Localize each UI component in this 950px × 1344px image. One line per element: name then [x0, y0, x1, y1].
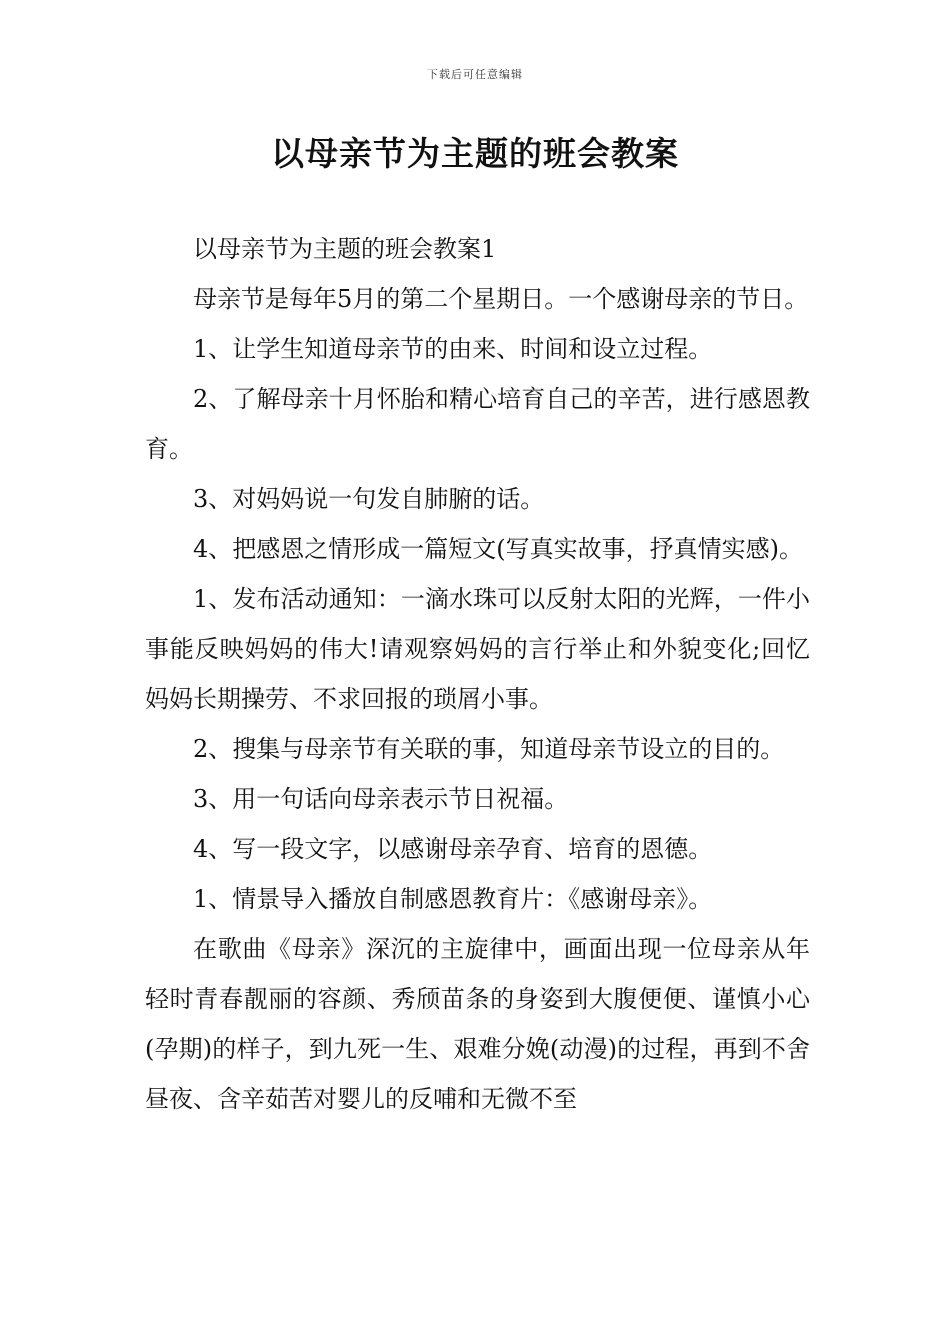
- paragraph-goal-1: 1、让学生知道母亲节的由来、时间和设立过程。: [193, 335, 713, 363]
- paragraph-process-1: 1、情景导入播放自制感恩教育片：《感谢母亲》。: [193, 885, 713, 913]
- document-body: [145, 224, 810, 1124]
- paragraph-prep-4: 4、写一段文字，以感谢母亲孕育、培育的恩德。: [193, 835, 713, 863]
- document-title: 以母亲节为主题的班会教案: [271, 134, 679, 173]
- paragraph-goal-2: 2、了解母亲十月怀胎和精心培育自己的辛苦，进行感恩教育。: [145, 385, 810, 463]
- paragraph-prep-2: 2、搜集与母亲节有关联的事，知道母亲节设立的目的。: [193, 735, 785, 763]
- header-note: 下载后可任意编辑: [427, 68, 523, 81]
- paragraph-goal-4: 4、把感恩之情形成一篇短文(写真实故事，抒真情实感)。: [193, 535, 803, 563]
- paragraph-goal-3: 3、对妈妈说一句发自肺腑的话。: [193, 485, 545, 513]
- paragraph-video-description: 在歌曲《母亲》深沉的主旋律中，画面出现一位母亲从年轻时青春靓丽的容颜、秀颀苗条的身姿到大腹便便、谨慎小心(孕期)的样子，到九死一生、艰难分娩(动漫)的过程，再到不舍昼夜、含辛茹苦对婴儿的反哺和无微不至: [145, 935, 810, 1113]
- paragraph-intro: 母亲节是每年5月的第二个星期日。一个感谢母亲的节日。: [193, 285, 809, 313]
- paragraph-prep-1: 1、发布活动通知：一滴水珠可以反射太阳的光辉，一件小事能反映妈妈的伟大!请观察妈妈的言行举止和外貌变化;回忆妈妈长期操劳、不求回报的琐屑小事。: [145, 585, 810, 713]
- paragraph-prep-3: 3、用一句话向母亲表示节日祝福。: [193, 785, 569, 813]
- paragraph-subtitle: 以母亲节为主题的班会教案1: [193, 235, 497, 263]
